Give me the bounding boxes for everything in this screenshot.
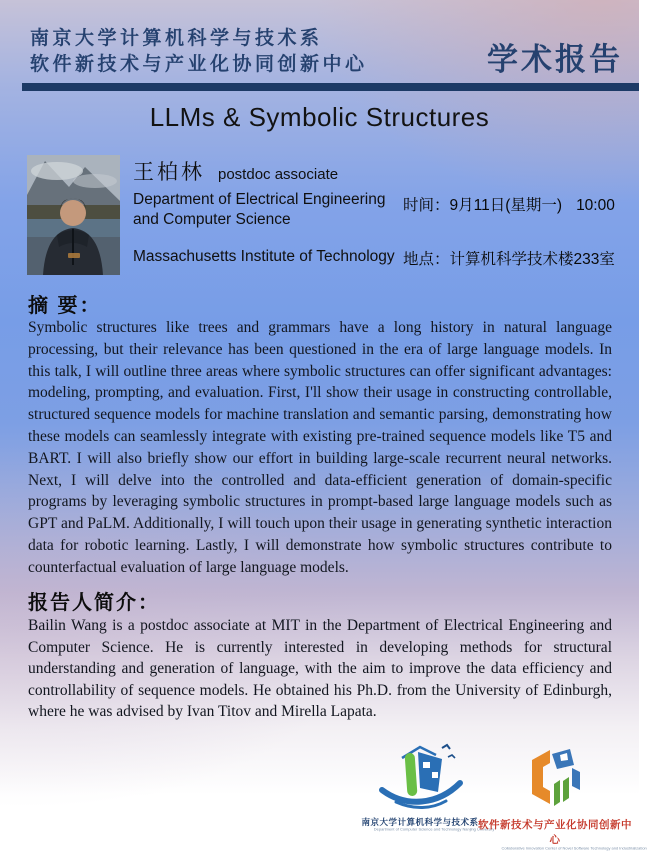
header-divider: [22, 83, 639, 91]
event-time: [403, 193, 615, 215]
cicnst-logo-caption-zh: 软件新技术与产业化协同创新中心: [478, 819, 632, 846]
nju-cs-logo-icon: [368, 742, 472, 810]
speaker-department-line2: and Computer Science: [133, 211, 291, 228]
speaker-photo-image: [27, 155, 120, 275]
event-location: [403, 247, 615, 269]
abstract-heading: 摘 要：: [28, 295, 102, 317]
event-location-value: 计算机科学技术楼233室: [449, 251, 615, 268]
cicnst-logo-icon: [524, 748, 586, 810]
nju-cs-logo-caption-en: Department of Computer Science and Technology Nanjing University: [373, 828, 495, 832]
event-time-label: 时间：: [403, 197, 450, 214]
event-location-label: 地点：: [403, 251, 450, 268]
bio-heading: 报告人简介：: [28, 592, 160, 614]
organization-line2: 软件新技术与产业化协同创新中心: [30, 54, 368, 75]
organization-title: [30, 26, 368, 78]
event-time-date: 9月11日(星期一): [449, 197, 563, 214]
nju-cs-logo-caption-zh: 南京大学计算机科学与技术系: [361, 817, 479, 827]
event-type-label: 学术报告: [487, 42, 623, 77]
speaker-photo: [27, 155, 120, 275]
bio-body: Bailin Wang is a postdoc associate at MIT in the Department of Electrical Engineering and Computer Science. He is currently interested in developing methods for structural understanding and generation of language, with the aim to improve the data efficiency and controllability of sequence models. He obtained his Ph.D. from the University of Edinburgh, where he was advised by Ivan Titov and Mirella Lapata.: [28, 617, 612, 720]
speaker-department: [133, 190, 385, 230]
event-time-clock: 10:00: [576, 197, 615, 214]
speaker-name: 王柏林: [133, 160, 205, 184]
speaker-affiliation: Massachusetts Institute of Technology: [133, 248, 395, 265]
cicnst-logo-block: [474, 748, 647, 853]
speaker-department-line1: Department of Electrical Engineering: [133, 191, 386, 208]
organization-line1: 南京大学计算机科学与技术系: [30, 28, 323, 49]
talk-title: LLMs & Symbolic Structures: [149, 102, 490, 132]
nju-cs-logo-block: [350, 742, 495, 834]
cicnst-logo-caption-en: Collaborative Innovation Center of Novel Software Technology and Industrialization: [501, 847, 647, 851]
speaker-role: postdoc associate: [218, 166, 339, 183]
speaker-name-row: [133, 156, 338, 186]
abstract-body: Symbolic structures like trees and grammars have a long history in natural language processing, but their relevance has been questioned in the era of large language models. In this talk, I will outline three areas where symbolic structures can offer significant advantages: modeling, prompting, and evaluation. First, I'll show their usage in constructing controllable, structured sequence models for machine translation and semantic parsing, demonstrating how these models can seamlessly integrate with existing pre-trained sequence models like T5 and BART. I will also briefly show our effort in building large-scale recurrent neural networks. Next, I will delve into the controlled and data-efficient generation of domain-specific programs by leveraging symbolic structures in prompt-based large language models such as GPT and PaLM. Additionally, I will touch upon their usage in generating synthetic interaction data for robotic learning. Lastly, I will demonstrate how symbolic structures contribute to counterfactual evaluation of large language models.: [28, 319, 612, 576]
